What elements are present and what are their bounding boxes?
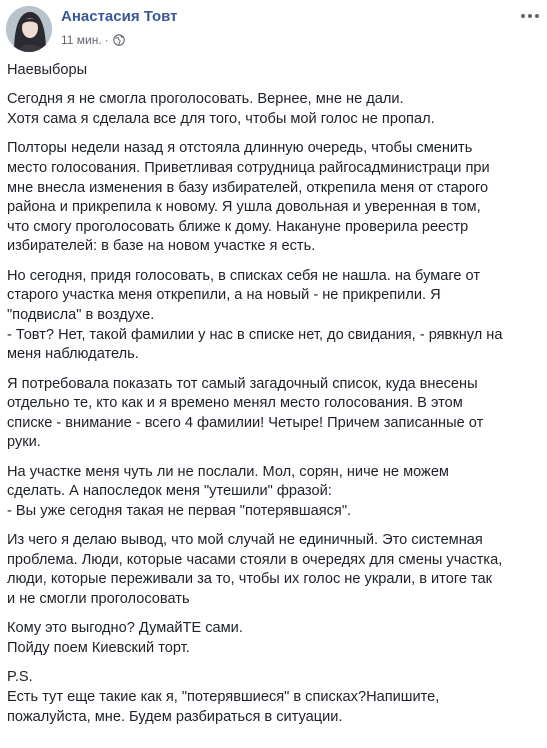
post-text-line: что смогу проголосовать ближе к дому. Накануне проверила реестр — [7, 218, 469, 235]
post-text-line: сделать. А напоследок меня "утешили" фразой: — [7, 483, 332, 500]
post-text-line: P.S. — [7, 669, 33, 686]
post-text-line: Пойду поем Киевский торт. — [7, 640, 190, 657]
avatar-image — [6, 6, 52, 52]
post-paragraph — [7, 139, 542, 257]
post-paragraph — [7, 463, 542, 522]
author-name[interactable]: Анастасия Товт — [61, 8, 178, 25]
post-text-line: Есть тут еще такие как я, "потерявшиеся" в списках?Напишите, — [7, 689, 440, 705]
post-text-line: - Товт? Нет, такой фамилии у нас в списке нет, до свидания, - рявкнул на — [7, 326, 503, 343]
post-text-line: Кому это выгодно? ДумайТЕ сами. — [7, 620, 243, 637]
globe-icon — [113, 34, 125, 46]
post-text-line: Из чего я делаю вывод, что мой случай не единичный. Это системная — [7, 532, 483, 549]
post-text-line: избирателей: в базе на новом участке я есть. — [7, 238, 316, 255]
post-paragraph — [7, 375, 542, 453]
post-paragraph — [7, 668, 542, 727]
post-text-line: место голосования. Приветливая сотрудница райгосадминистраци при — [7, 159, 490, 176]
post-text-line: отдельно те, кто как и я времено менял место голосования. В этом — [7, 395, 463, 412]
post-text-line: - Вы уже сегодня такая не первая "потерявшаяся". — [7, 502, 352, 519]
post-text-line: Но сегодня, придя голосовать, в списках себя не нашла. на бумаге от — [7, 267, 481, 284]
post-header — [6, 6, 541, 54]
post-paragraph — [7, 619, 542, 658]
post-timestamp[interactable]: 11 мин. — [61, 33, 102, 47]
post-text-line: Полторы недели назад я отстояла длинную очередь, чтобы сменить — [7, 140, 473, 157]
post-text-line: списке - внимание - всего 4 фамилии! Четыре! Причем записанные от — [7, 414, 484, 431]
post-text-line: Хотя сама я сделала все для того, чтобы мой голос не пропал. — [7, 110, 435, 127]
post-text-line: люди, которые переживали за то, чтобы их голос не украли, в итоге так — [7, 571, 493, 588]
post-paragraph — [7, 61, 542, 81]
meta-separator: · — [104, 33, 109, 47]
post-text-line: района и прикрепила к новому. Я ушла довольная и уверенная в том, — [7, 199, 481, 216]
avatar[interactable] — [6, 6, 52, 52]
post-text-line: Сегодня я не смогла проголосовать. Вернее, мне не дали. — [7, 91, 404, 108]
dot-1 — [521, 14, 525, 18]
post-body — [7, 61, 542, 737]
post-meta — [61, 33, 125, 47]
post-text-line: На участке меня чуть ли не послали. Мол, сорян, ниче не можем — [7, 463, 449, 480]
more-options-icon[interactable] — [519, 8, 541, 24]
dot-3 — [535, 14, 539, 18]
post-text-line: и не смогли проголосовать — [7, 591, 190, 608]
dot-2 — [528, 14, 532, 18]
post-text-line: мне внесла изменения в базу избирателей, открепила меня от старого — [7, 179, 489, 196]
post-text-line: Наевыборы — [7, 62, 88, 78]
post-paragraph — [7, 267, 542, 365]
post-text-line: старого участка меня открепили, а на новый - не прикрепили. Я — [7, 287, 441, 304]
post-text-line: пожалуйста, мне. Будем разбираться в ситуации. — [7, 708, 343, 725]
post-text-line: меня наблюдатель. — [7, 346, 139, 363]
post-text-line: Я потребовала показать тот самый загадочный список, куда внесены — [7, 375, 478, 392]
post-text-line: "подвисла" в воздухе. — [7, 306, 155, 323]
post-text-line: руки. — [7, 434, 41, 451]
post-paragraph — [7, 90, 542, 129]
post-paragraph — [7, 531, 542, 609]
post-text-line: проблема. Люди, которые часами стояли в очередях для смены участка, — [7, 551, 503, 568]
